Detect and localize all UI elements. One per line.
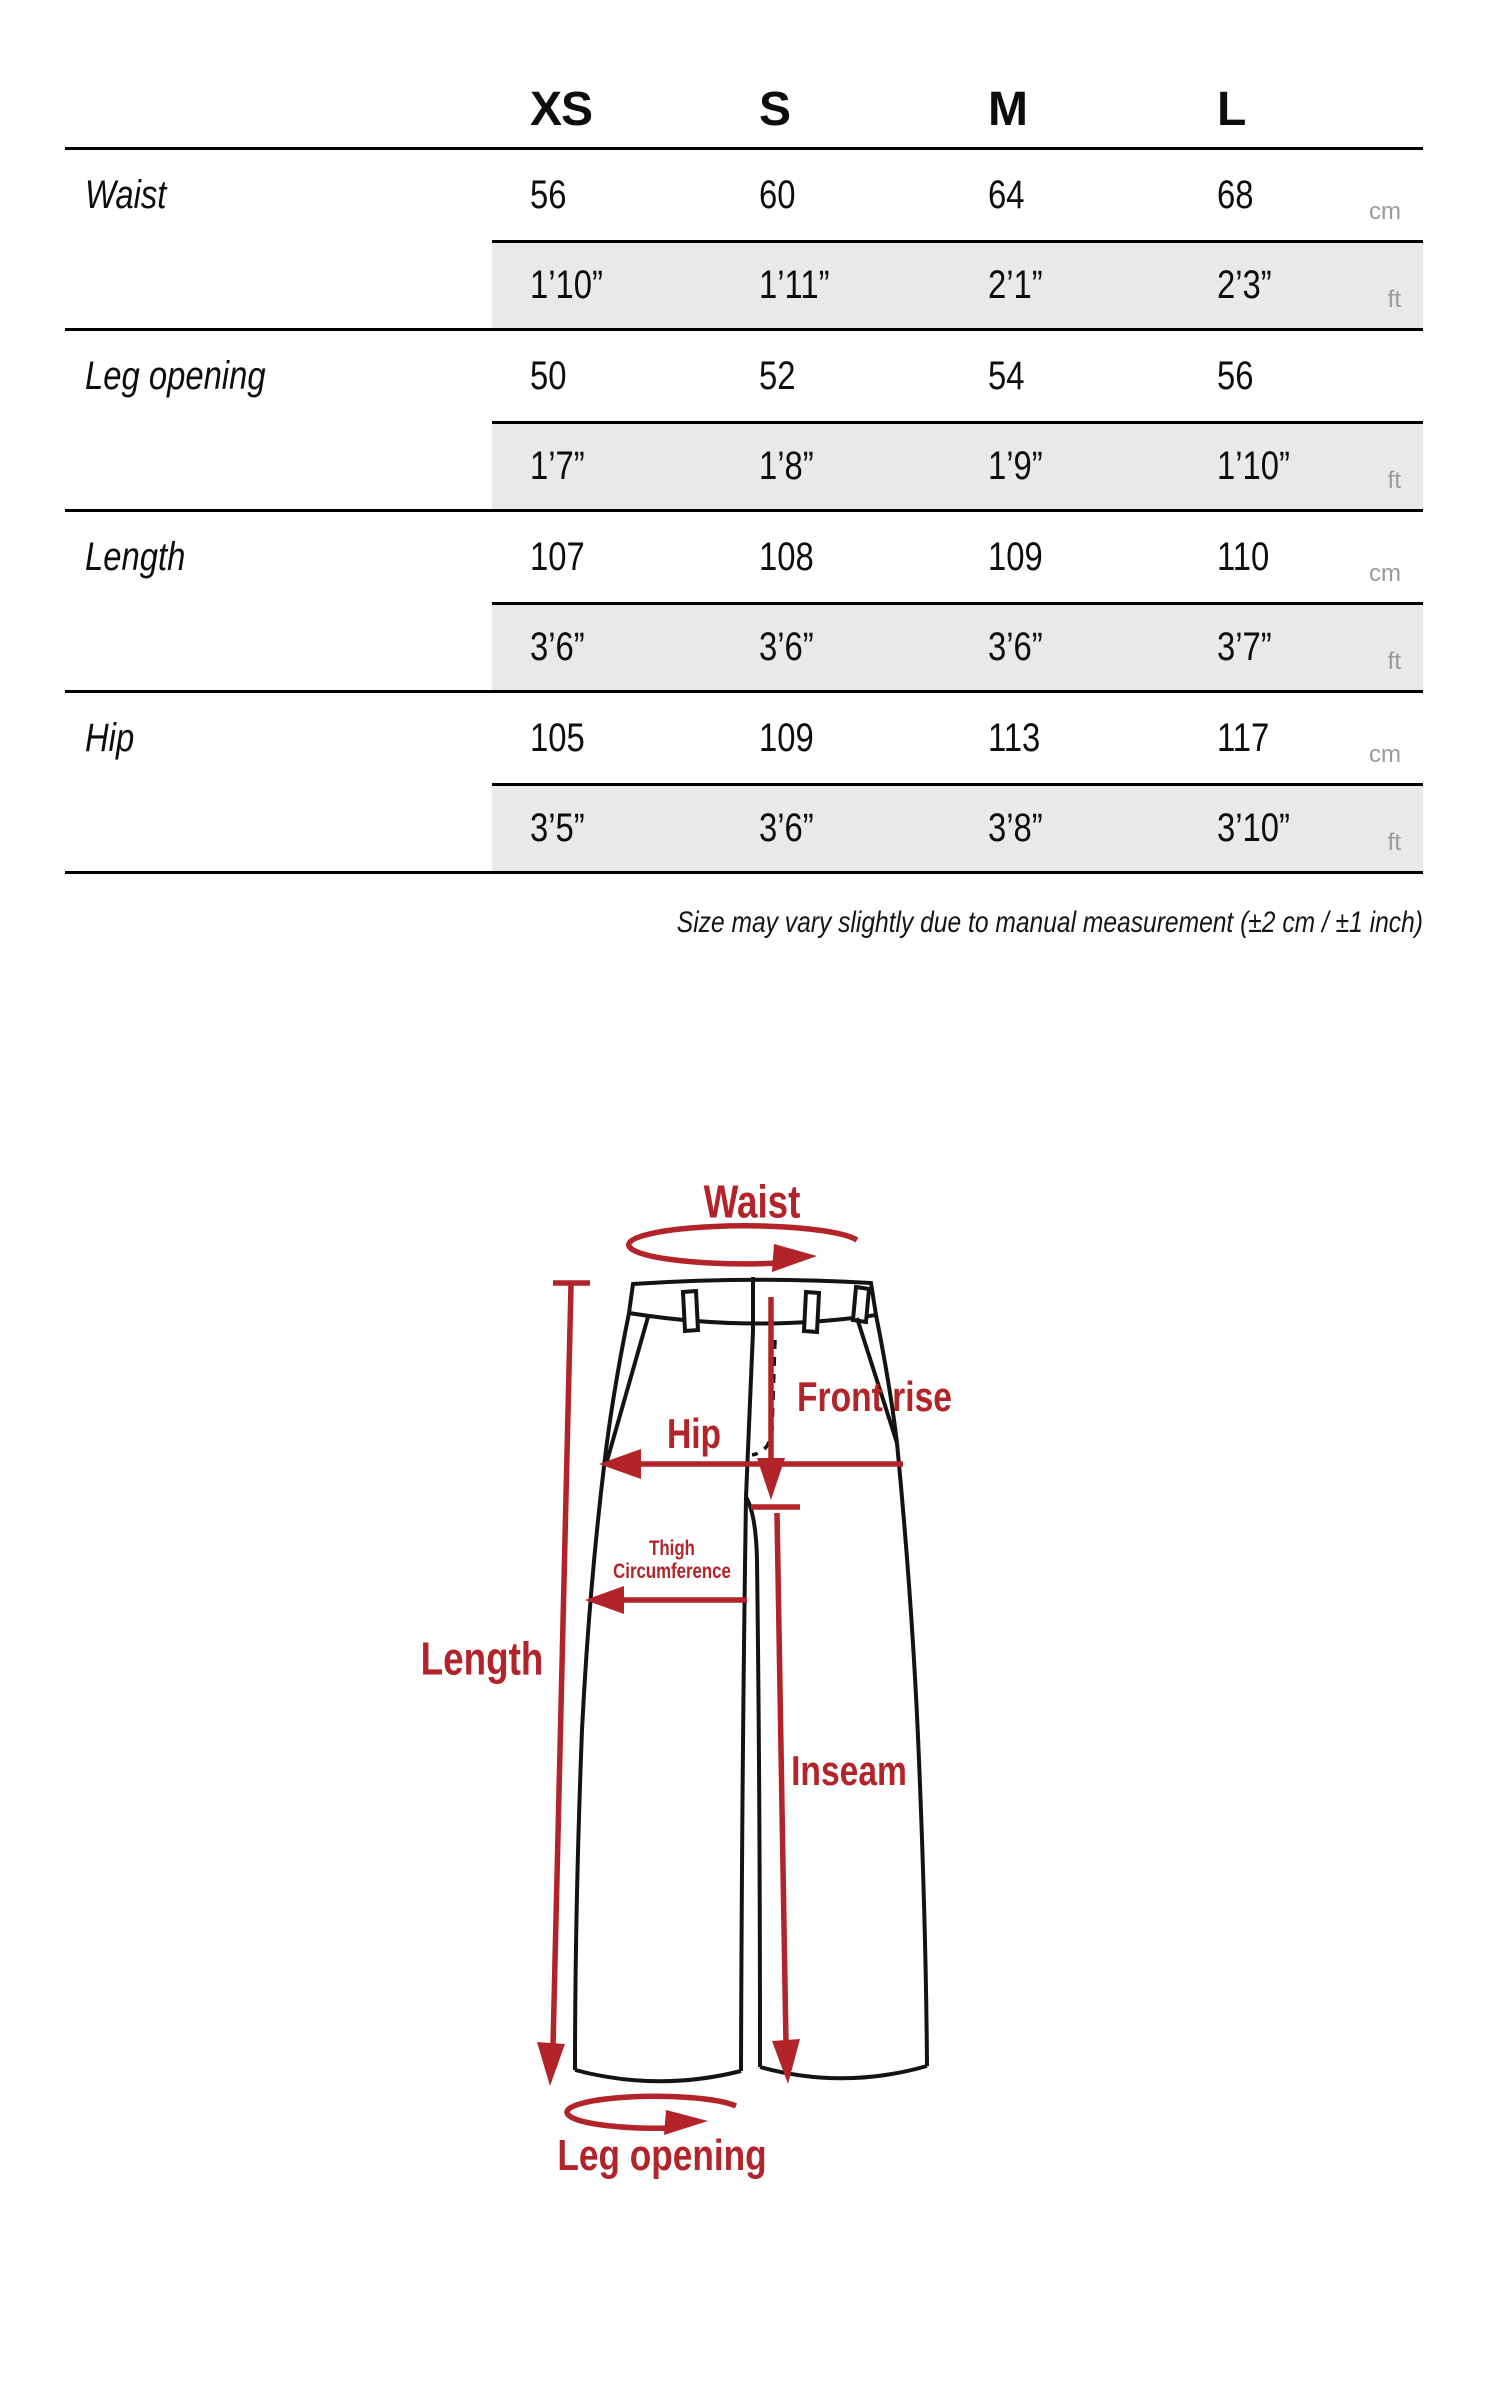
table-row: Length 107 108 109 110 cm (65, 512, 1423, 602)
table-row: Leg opening 50 52 54 56 (65, 331, 1423, 421)
table-row: Hip 105 109 113 117 cm (65, 693, 1423, 783)
waist-diagram-label: Waist (703, 1175, 801, 1228)
row-label: Waist (85, 172, 167, 217)
unit-label: cm (1369, 741, 1401, 768)
table-row: 1’10” 1’11” 2’1” 2’3” ft (65, 240, 1423, 328)
unit-label: ft (1329, 421, 1423, 509)
left-hem (575, 2070, 741, 2081)
front-rise-arrow (751, 1297, 800, 1507)
fly-seam (746, 1331, 753, 1497)
table-row: Waist 56 60 64 68 cm (65, 150, 1423, 240)
row-label: Length (85, 534, 186, 579)
size-col-xs: XS (530, 83, 593, 136)
unit-label: ft (1329, 602, 1423, 690)
inseam-arrow (772, 1513, 800, 2084)
row-label: Leg opening (85, 353, 266, 398)
length-arrow (537, 1283, 590, 2086)
measurement-arrows (537, 1226, 903, 2135)
table-row: 3’5” 3’6” 3’8” 3’10” ft (65, 783, 1423, 871)
unit-label: cm (1369, 198, 1401, 225)
size-col-s: S (759, 83, 791, 136)
right-inseam (746, 1497, 760, 2067)
measurement-note: Size may vary slightly due to manual measurement (±2 cm / ±1 inch) (676, 906, 1423, 939)
waist-circumference-arrow (629, 1226, 857, 1272)
size-col-m: M (988, 83, 1027, 136)
unit-label: cm (1369, 560, 1401, 587)
leg-opening-diagram-label: Leg opening (557, 2130, 767, 2180)
front-rise-diagram-label: Front rise (797, 1372, 952, 1420)
belt-loop (683, 1291, 698, 1331)
length-diagram-label: Length (420, 1632, 544, 1685)
belt-loop (853, 1287, 869, 1322)
hip-arrow (599, 1449, 903, 1479)
inseam-diagram-label: Inseam (791, 1746, 907, 1794)
size-col-l: L (1217, 83, 1246, 136)
left-inseam (741, 1497, 746, 2071)
table-row: 1’7” 1’8” 1’9” 1’10” ft (65, 421, 1423, 509)
row-label: Hip (85, 715, 135, 760)
unit-label: ft (1329, 240, 1423, 328)
left-upper-outseam (605, 1313, 629, 1458)
table-row: 3’6” 3’6” 3’6” 3’7” ft (65, 602, 1423, 690)
leg-opening-circumference-arrow (567, 2096, 736, 2135)
hip-diagram-label: Hip (666, 1409, 722, 1457)
thigh-circumference-arrow (585, 1586, 747, 1614)
unit-label: ft (1329, 783, 1423, 871)
belt-loop (804, 1292, 819, 1332)
thigh-circumference-diagram-label: Thigh Circumference (613, 1536, 731, 1583)
